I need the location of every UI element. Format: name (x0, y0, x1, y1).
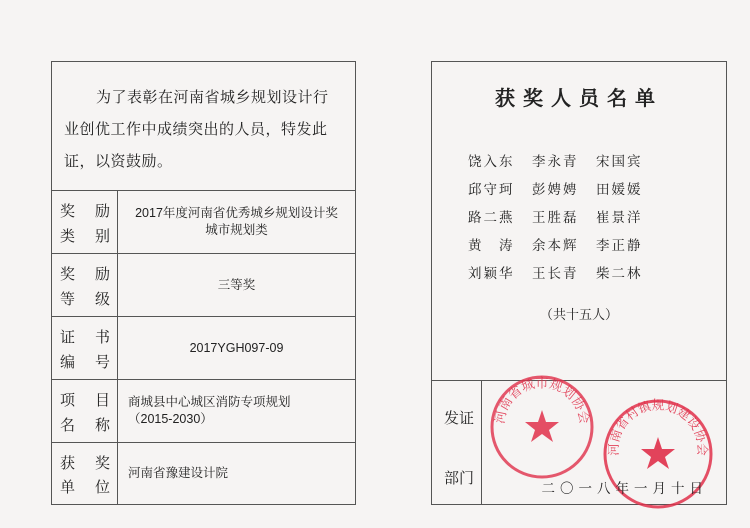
recipient-unit-value: 河南省豫建设计院 (128, 466, 229, 480)
award-level-row (52, 254, 355, 317)
commendation-text (52, 62, 355, 191)
award-level-value: 三等奖 (217, 277, 256, 292)
winner-list-panel (431, 61, 727, 505)
winner-name: 柴二林 (596, 266, 643, 282)
winner-name: 宋国宾 (596, 154, 643, 170)
winner-name: 李正静 (596, 238, 643, 254)
project-name-row (52, 380, 355, 443)
names-row (468, 232, 660, 260)
recipient-unit-row (52, 443, 355, 504)
winner-names (468, 148, 660, 288)
award-category-row (52, 191, 355, 254)
names-row (468, 148, 660, 176)
winner-name: 邱守珂 (468, 182, 515, 198)
winner-name: 刘颖华 (468, 266, 515, 282)
names-row (468, 260, 660, 288)
winner-name: 饶入东 (468, 154, 515, 170)
winner-total: （共十五人） (539, 308, 618, 323)
winner-name: 崔景洋 (596, 210, 643, 226)
award-level-label: 奖 励 等 级 (52, 254, 118, 316)
seal-text: 河南省城市规划协会 (492, 376, 592, 426)
winner-list-title: 获奖人员名单 (495, 86, 663, 110)
issuing-department-label: 发证 部门 (432, 380, 482, 504)
recipient-unit-label: 获 奖 单 位 (52, 443, 118, 504)
winner-name: 王长青 (532, 266, 579, 282)
award-category-label: 奖 励 类 别 (52, 191, 118, 253)
award-category-value: 2017年度河南省优秀城乡规划设计奖 城市规划类 (135, 206, 338, 237)
winner-name: 黄 涛 (468, 238, 515, 254)
star-icon (525, 410, 559, 442)
intro-line-2: 业创优工作中成绩突出的人员，特发此 (64, 120, 328, 138)
winner-name: 余本辉 (532, 238, 579, 254)
project-name-value: 商城县中心城区消防专项规划 （2015-2030） (128, 395, 291, 426)
urban-planning-association-seal (487, 372, 597, 482)
seal-text: 河南省村镇规划建设协会 (605, 397, 711, 456)
project-name-label: 项 目 名 称 (52, 380, 118, 442)
star-icon (641, 437, 675, 469)
winner-name: 路二燕 (468, 210, 515, 226)
certificate-number-label: 证 书 编 号 (52, 317, 118, 379)
winner-name: 王胜磊 (532, 210, 579, 226)
winner-name: 田媛媛 (596, 182, 643, 198)
names-row (468, 176, 660, 204)
award-details-panel (51, 61, 356, 505)
winner-name: 彭娉娉 (532, 182, 579, 198)
certificate-number-row (52, 317, 355, 380)
names-row (468, 204, 660, 232)
certificate-number-value: 2017YGH097-09 (189, 340, 284, 355)
issue-date: 二〇一八年一月十日 (541, 481, 708, 497)
intro-line-1: 为了表彰在河南省城乡规划设计行 (96, 88, 329, 106)
intro-line-3: 证，以资鼓励。 (64, 152, 173, 170)
winner-name: 李永青 (532, 154, 579, 170)
